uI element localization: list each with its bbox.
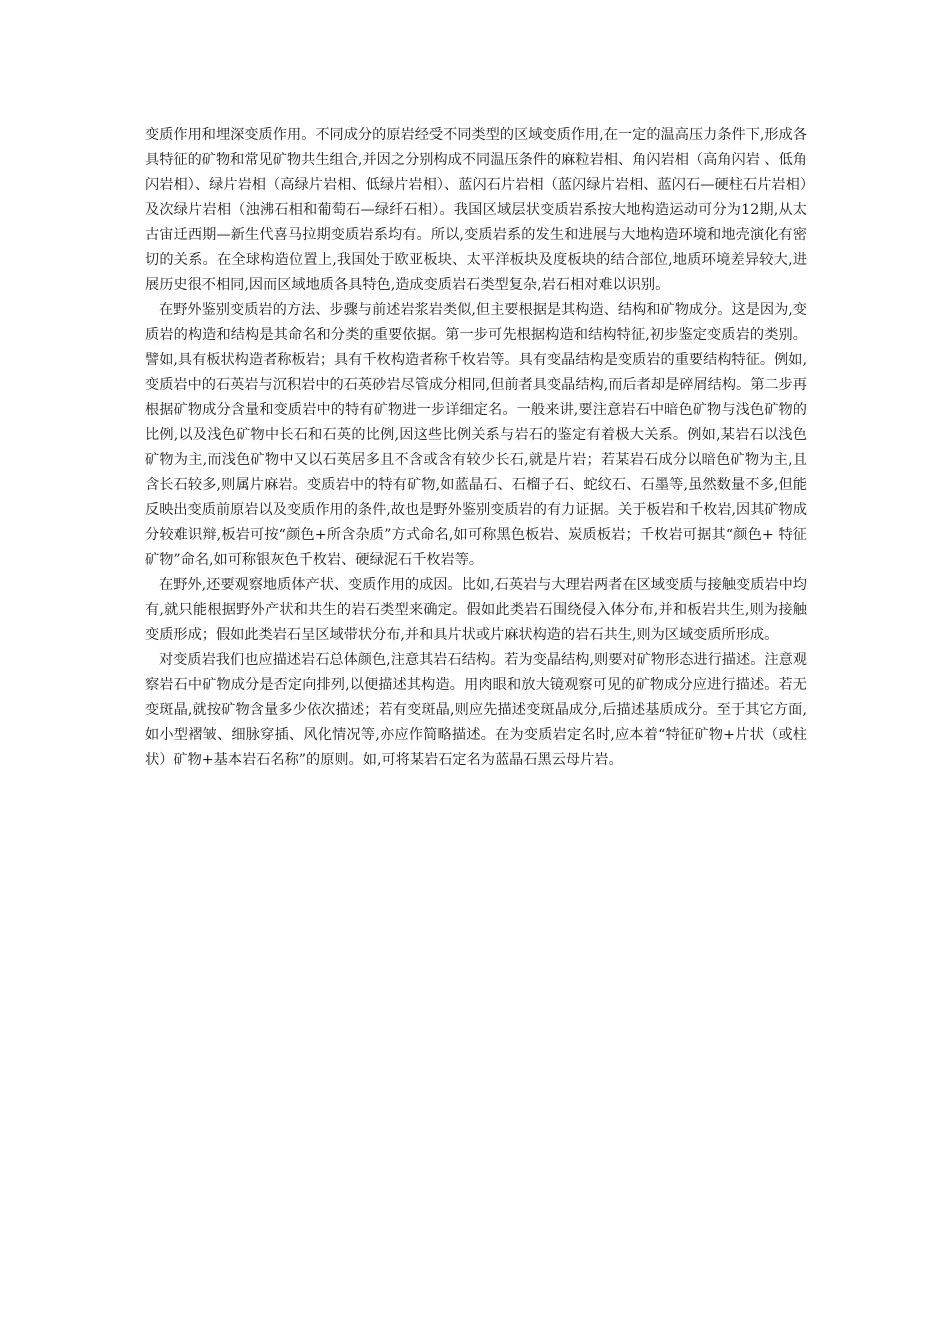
document-body	[145, 123, 807, 773]
paragraph-3: 在野外,还要观察地质体产状、变质作用的成因。比如,石英岩与大理岩两者在区域变质与接触变质岩中均有,就只能根据野外产状和共生的岩石类型来确定。假如此类岩石围绕侵入体分布,并和板岩共生,则为接触变质形成；假如此类岩石呈区域带状分布,并和具片状或片麻状构造的岩石共生,则为区域变质所形成。	[145, 577, 807, 643]
paragraph-1: 变质作用和埋深变质作用。不同成分的原岩经受不同类型的区域变质作用,在一定的温高压力条件下,形成各具特征的矿物和常见矿物共生组合,并因之分别构成不同温压条件的麻粒岩相、角闪岩相（高角闪岩 、低角闪岩相）、绿片岩相（高绿片岩相、低绿片岩相）、蓝闪石片岩相（蓝闪绿片岩相、蓝闪石—硬柱石片岩相）及次绿片岩相（浊沸石相和葡萄石—绿纤石相）。我国区域层状变质岩系按大地构造运动可分为12期,从太古宙迁西期—新生代喜马拉期变质岩系均有。所以,变质岩系的发生和进展与大地构造环境和地壳演化有密切的关系。在全球构造位置上,我国处于欧亚板块、太平洋板块及度板块的结合部位,地质环境差异较大,进展历史很不相同,因而区域地质各具特色,造成变质岩石类型复杂,岩石相对难以识别。	[145, 127, 807, 293]
paragraph-2: 在野外鉴别变质岩的方法、步骤与前述岩浆岩类似,但主要根据是其构造、结构和矿物成分。这是因为,变质岩的构造和结构是其命名和分类的重要依据。第一步可先根据构造和结构特征,初步鉴定变质岩的类别。譬如,具有板状构造者称板岩；具有千枚构造者称千枚岩等。具有变晶结构是变质岩的重要结构特征。例如,变质岩中的石英岩与沉积岩中的石英砂岩尽管成分相同,但前者具变晶结构,而后者却是碎屑结构。第二步再根据矿物成分含量和变质岩中的特有矿物进一步详细定名。一般来讲,要注意岩石中暗色矿物与浅色矿物的比例,以及浅色矿物中长石和石英的比例,因这些比例关系与岩石的鉴定有着极大关系。例如,某岩石以浅色矿物为主,而浅色矿物中又以石英居多且不含或含有较少长石,就是片岩；若某岩石成分以暗色矿物为主,且含长石较多,则属片麻岩。变质岩中的特有矿物,如蓝晶石、石榴子石、蛇纹石、石墨等,虽然数量不多,但能反映出变质前原岩以及变质作用的条件,故也是野外鉴别变质岩的有力证据。关于板岩和千枚岩,因其矿物成分较难识辩,板岩可按“颜色+所含杂质”方式命名,如可称黑色板岩、炭质板岩；千枚岩可据其“颜色+ 特征矿物”命名,如可称银灰色千枚岩、硬绿泥石千枚岩等。	[145, 302, 807, 568]
paragraph-4: 对变质岩我们也应描述岩石总体颜色,注意其岩石结构。若为变晶结构,则要对矿物形态进行描述。注意观察岩石中矿物成分是否定向排列,以便描述其构造。用肉眼和放大镜观察可见的矿物成分应进行描述。若无变斑晶,就按矿物含量多少依次描述；若有变斑晶,则应先描述变斑晶成分,后描述基质成分。至于其它方面,如小型褶皱、细脉穿插、风化情况等,亦应作简略描述。在为变质岩定名时,应本着“特征矿物+片状（或柱状）矿物+基本岩石名称”的原则。如,可将某岩石定名为蓝晶石黑云母片岩。	[145, 652, 807, 768]
